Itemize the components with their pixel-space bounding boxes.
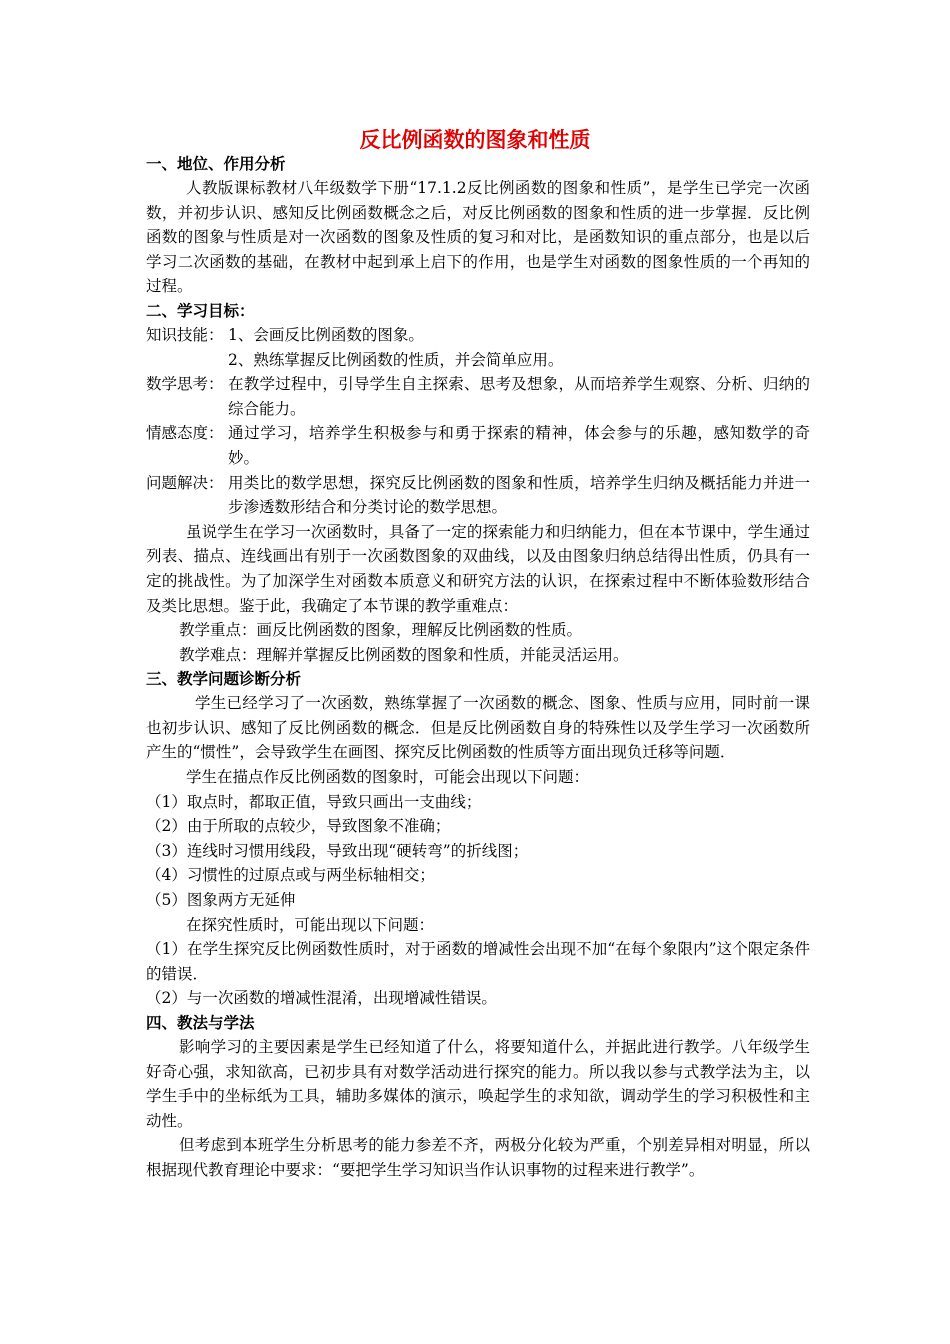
goal-text: 在教学过程中，引导学生自主探索、思考及想象，从而培养学生观察、分析、归纳的综合能力。 (228, 375, 810, 418)
section-2-paragraph: 虽说学生在学习一次函数时，具备了一定的探索能力和归纳能力，但在本节课中，学生通过列表、描点、连线画出有别于一次函数图象的双曲线，以及由图象归纳总结得出性质，仍具有一定的挑战性。为了加深学生对函数本质意义和研究方法的认识，在探索过程中不断体验数形结合及类比思想。鉴于此，我确定了本节课的教学重难点： (146, 522, 810, 615)
page-title: 反比例函数的图象和性质 (359, 127, 591, 152)
list-intro: 在探究性质时，可能出现以下问题： (186, 915, 435, 934)
goal-label: 情感态度： (146, 424, 224, 443)
goal-text: 用类比的数学思想，探究反比例函数的图象和性质，培养学生归纳及概括能力并进一步渗透数形结合和分类讨论的数学思想。 (228, 473, 810, 517)
list-item: （5）图象两方无延伸 (146, 891, 296, 910)
document-body (146, 152, 810, 1183)
list-item: （2）与一次函数的增减性混淆，出现增减性错误。 (146, 989, 497, 1008)
goal-emotion-attitude (146, 421, 810, 470)
list-intro: 学生在描点作反比例函数的图象时，可能会出现以下问题： (186, 768, 590, 787)
list-item: （1）在学生探究反比例函数性质时，对于函数的增减性会出现不加“在每个象限内”这个限定条件的错误． (146, 940, 810, 983)
goal-label: 知识技能： (146, 325, 224, 344)
section-3-paragraph: 学生已经学习了一次函数，熟练掌握了一次函数的概念、图象、性质与应用，同时前一课也初步认识、感知了反比例函数的概念．但是反比例函数自身的特殊性以及学生学习一次函数所产生的“惯性”，会导致学生在画图、探究反比例函数的性质等方面出现负迁移等问题． (146, 694, 810, 762)
goal-problem-solving (146, 471, 810, 520)
section-heading-1: 一、地位、作用分析 (146, 154, 286, 173)
goal-text: 2、熟练掌握反比例函数的性质，并会简单应用。 (228, 350, 564, 369)
goal-label: 问题解决： (146, 473, 224, 492)
section-4-paragraph-2: 但考虑到本班学生分析思考的能力参差不齐，两极分化较为严重，个别差异相对明显，所以根据现代教育理论中要求：“要把学生学习知识当作认识事物的过程来进行教学”。 (146, 1136, 810, 1179)
list-item: （2）由于所取的点较少，导致图象不准确； (146, 817, 451, 836)
key-point: 教学重点：画反比例函数的图象，理解反比例函数的性质。 (179, 621, 583, 640)
goal-text: 1、会画反比例函数的图象。 (228, 325, 424, 344)
difficult-point: 教学难点：理解并掌握反比例函数的图象和性质，并能灵活运用。 (179, 645, 629, 664)
goal-text: 通过学习，培养学生积极参与和勇于探索的精神，体会参与的乐趣，感知数学的奇妙。 (228, 424, 810, 467)
goal-knowledge-skill (146, 323, 810, 348)
section-heading-4: 四、教法与学法 (146, 1013, 255, 1032)
list-item: （3）连线时习惯用线段，导致出现“硬转弯”的折线图； (146, 841, 529, 860)
goal-label: 数学思考： (146, 375, 224, 394)
list-item: （1）取点时，都取正值，导致只画出一支曲线； (146, 792, 482, 811)
section-heading-2: 二、学习目标： (146, 300, 255, 320)
section-heading-3: 三、教学问题诊断分析 (146, 669, 302, 689)
goal-math-thinking (146, 372, 810, 421)
list-item: （4）习惯性的过原点或与两坐标轴相交； (146, 866, 435, 885)
section-4-paragraph-1: 影响学习的主要因素是学生已经知道了什么，将要知道什么，并据此进行教学。八年级学生好奇心强，求知欲高，已初步具有对数学活动进行探究的能力。所以我以参与式教学法为主，以学生手中的坐标纸为工具，辅助多媒体的演示，唤起学生的求知欲，调动学生的学习积极性和主动性。 (146, 1038, 810, 1130)
section-1-paragraph: 人教版课标教材八年级数学下册“17.1.2反比例函数的图象和性质”，是学生已学完一次函数，并初步认识、感知反比例函数概念之后，对反比例函数的图象和性质的进一步掌握．反比例函数的图象与性质是对一次函数的图象及性质的复习和对比，是函数知识的重点部分，也是以后学习二次函数的基础，在教材中起到承上启下的作用，也是学生对函数的图象性质的一个再知的过程。 (146, 179, 810, 296)
